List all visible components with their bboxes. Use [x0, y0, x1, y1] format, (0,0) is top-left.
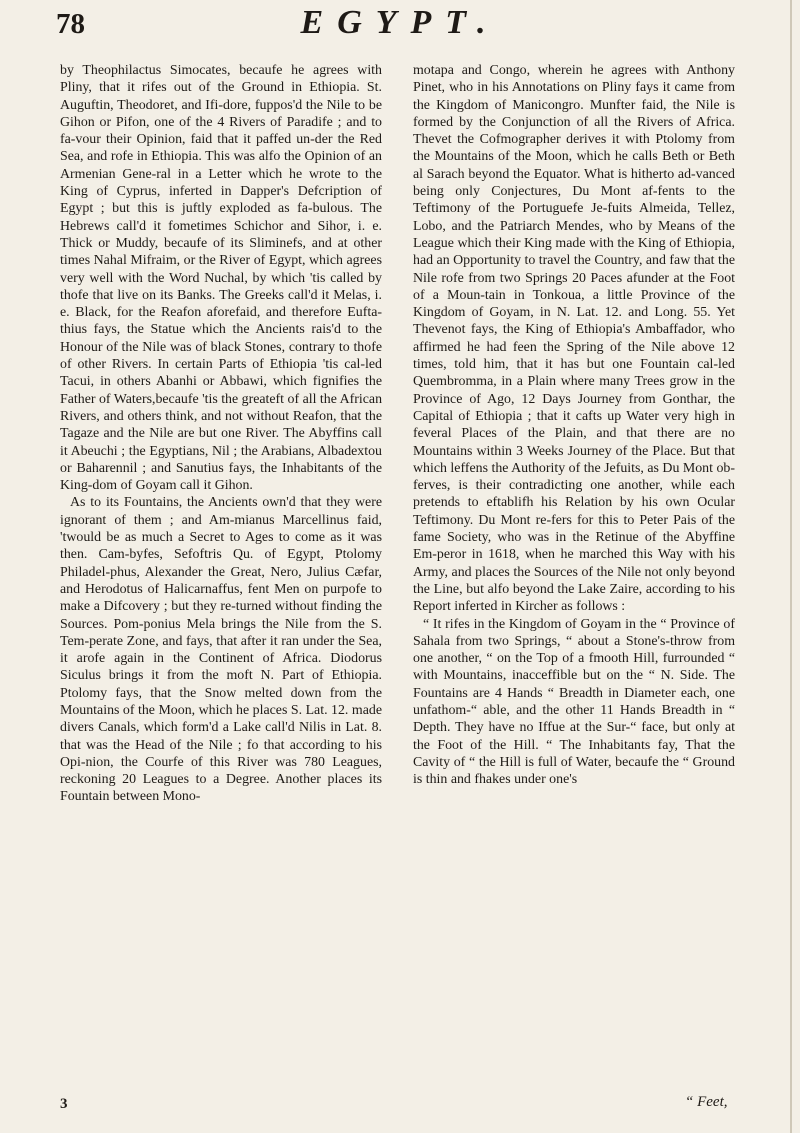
- left-paragraph-1: by Theophilactus Simocates, becaufe he agrees with Pliny, that it rifes out of the Ground in Ethiopia. St. Auguftin, Theodoret, and Ifi-dore, fuppos'd the Nile to be Gihon or Pifon, one of the 4 Rivers of Paradife ; and to fa-vour their Opinion, faid that it paffed un-der the Red Sea, and rofe in Ethiopia. This was alfo the Opinion of an Armenian Gene-ral in a Letter which he wrote to the King of Cyprus, inferted in Dapper's Defcription of Egypt ; but this is juftly exploded as fa-bulous. The Hebrews call'd it fometimes Schichor and Sihor, i. e. Thick or Muddy, becaufe of its Sliminefs, and at other times Nahal Mifraim, or the River of Egypt, which agrees very well with the Word Nuchal, by which 'tis called by thofe that live on its Banks. The Greeks call'd it Melas, i. e. Black, for the Reafon aforefaid, and therefore Eufta-thius fays, the Statue which the Ancients rais'd to the Honour of the Nile was of black Stones, contrary to thofe of other Rivers. In certain Parts of Ethiopia 'tis cal-led Tacui, in others Abanhi or Abbawi, which fignifies the Father of Waters,becaufe 'tis the greateft of all the African Rivers, and others think, and not without Reafon, that the Tagaze and the Nile are but one River. The Abyffins call it Abeuchi ; the Egyptians, Nil ; the Arabians, Albadextou or Baharennil ; and Sanutius fays, the Inhabitants of the King-dom of Goyam call it Gihon.: [60, 63, 383, 494]
- right-paragraph-1: motapa and Congo, wherein he agrees with Anthony Pinet, who in his Annotations on Pliny fays it came from the Kingdom of Manicongro. Munfter faid, the Nile is formed by the Conjunction of all the Rivers of Africa. Thevet the Cofmographer derives it with Ptolomy from the Mountains of the Moon, which he calls Beth or Beth al Sarach beyond the Equator. What is hitherto ad-vanced being only Conjectures, Du Mont af-fents to the Teftimony of the Portuguefe Je-fuits Almeida, Tellez, Lobo, and the Patriarch Mendes, who by Means of the League which their King made with the King of Ethiopia, had an Opportunity to travel the Country, and faw that the Nile rofe from two Springs 20 Paces afunder at the Foot of a Moun-tain in Tonkoua, a little Province of the Kingdom of Goyam, in N. Lat. 12. and Long. 55. Yet Thevenot fays, the King of Ethiopia's Ambaffador, who affirmed he had feen the Spring of the Nile above 12 times, told him, that it has but one Fountain cal-led Quembromma, in a Plain where many Trees grow in the Province of Ago, 12 Days Journey from Gonthar, the Capital of Ethiopia ; that it cafts up Water very high in feveral Places of the Plain, and that there are no Mountains within 3 Weeks Journey of the Place. But that which leffens the Authority of the Jefuits, as Du Mont ob-ferves, is their contradicting one another, while each pretends to eftablifh his Relation by his own Ocular Teftimony. Du Mont re-fers for this to Peter Pais of the fame Society, who was in the Retinue of the Abyffine Em-peror in 1618, when he marched this Way with his Army, and places the Sources of the Nile not only beyond the Line, but alfo beyond the Lake Zaire, according to his Report inferted in Kircher as follows :: [413, 63, 735, 615]
- signature-mark: 3: [60, 1096, 68, 1112]
- page-number: 78: [56, 8, 85, 40]
- running-title: EGYPT.: [300, 4, 500, 41]
- left-paragraph-2: As to its Fountains, the Ancients own'd that they were ignorant of them ; and Am-mianus Marcellinus faid, 'twould be as much a Secret to Ages to come as it was then. Cam-byfes, Sefoftris Qu. of Egypt, Ptolomy Philadel-phus, Alexander the Great, Nero, Julius Cæfar, and Herodotus of Halicarnaffus, fent Men on purpofe to make a Difcovery ; but they re-turned without finding the Sources. Pom-ponius Mela brings the Nile from the S. Tem-perate Zone, and fays, that after it ran under the Sea, it arofe again in the Continent of Africa. Diodorus Siculus brings it from the moft N. Part of Ethiopia. Ptolomy fays, that the Snow melted down from the Mountains of the Moon, which he places S. Lat. 12. made divers Canals, which form'd a Lake call'd Nilis in Lat. 8. that was the Head of the Nile ; fo that according to his Opi-nion, the Courfe of this River was 780 Leagues, reckoning 20 Leagues to a Degree. Another places its Fountain between Mono-: [60, 495, 382, 805]
- right-quotation: “ It rifes in the Kingdom of Goyam in the “ Province of Sahala from two Springs, “ about a Stone's-throw from one another, “ on the Top of a fmooth Hill, furrounded “ with Mountains, inacceffible but on the “ N. Side. The Fountains are 4 Hands “ Breadth in Diameter each, one unfathom-“ able, and the other 11 Hands Breadth in “ Depth. They have no Iffue at the Sur-“ face, but only at the Foot of the Hill. “ The Inhabitants fay, That the Cavity of “ the Hill is full of Water, becaufe the “ Ground is thin and fhakes under one's: [413, 616, 735, 788]
- left-column: [60, 62, 382, 806]
- page-edge-rule: [790, 0, 792, 1133]
- right-column: [413, 62, 735, 788]
- catchword: “ Feet,: [685, 1094, 728, 1110]
